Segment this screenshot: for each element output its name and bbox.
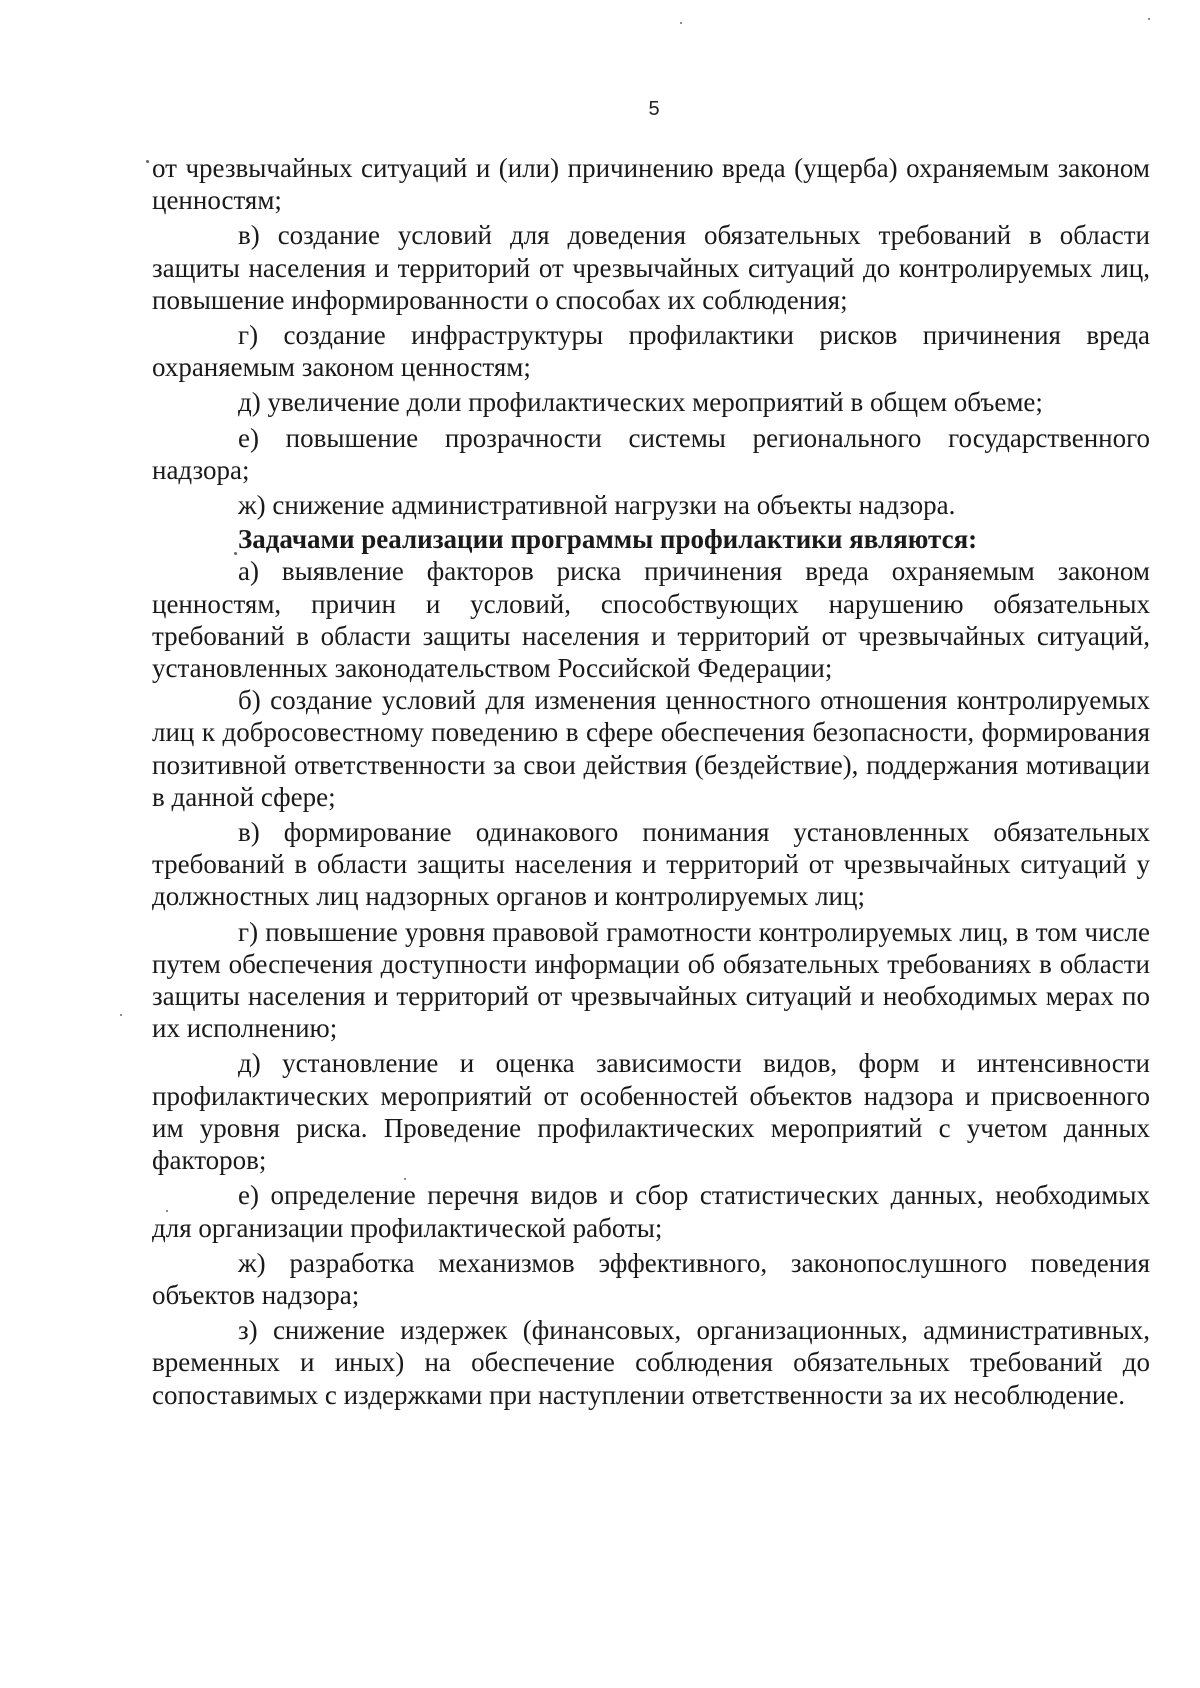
- paragraph-task-e: е) определение перечня видов и сбор статистических данных, необходимых для организации профилактической работы;: [152, 1180, 1150, 1243]
- page-number: 5: [648, 98, 660, 120]
- paragraph-goal-zh: ж) снижение административной нагрузки на объекты надзора.: [238, 490, 956, 521]
- paragraph-task-v: в) формирование одинакового понимания установленных обязательных требований в области защиты населения и территорий от чрезвычайных ситуаций у должностных лиц надзорных органов и контролируемых лиц;: [152, 817, 1150, 912]
- paragraph-task-g: г) повышение уровня правовой грамотности контролируемых лиц, в том числе путем обеспечения доступности информации об обязательных требованиях в области защиты населения и территорий от чрезвычайных ситуаций и необходимых мерах по их исполнению;: [152, 916, 1150, 1044]
- paragraph-task-zh: ж) разработка механизмов эффективного, законопослушного поведения объектов надзора;: [152, 1247, 1150, 1310]
- paragraph-task-a: а) выявление факторов риска причинения вреда охраняемым законом ценностям, причин и условий, способствующих нарушению обязательных требований в области защиты населения и территорий от чрезвычайных ситуаций, установленных законодательством Российской Федерации;: [152, 556, 1150, 684]
- scan-speck: [680, 22, 682, 24]
- scan-speck: [234, 552, 237, 555]
- paragraph-continuation: от чрезвычайных ситуаций и (или) причинению вреда (ущерба) охраняемым законом ценностям;: [152, 153, 1150, 216]
- scan-speck: [166, 1210, 168, 1212]
- paragraph-task-b: б) создание условий для изменения ценностного отношения контролируемых лиц к добросовестному поведению в сфере обеспечения безопасности, формирования позитивной ответственности за свои действия (бездействие), поддержания мотивации в данной сфере;: [152, 685, 1150, 812]
- paragraph-task-d: д) установление и оценка зависимости видов, форм и интенсивности профилактических мероприятий от особенностей объектов надзора и присвоенного им уровня риска. Проведение профилактических мероприятий с учетом данных факторов;: [152, 1048, 1150, 1176]
- paragraph-goal-e: е) повышение прозрачности системы регионального государственного надзора;: [152, 422, 1150, 485]
- paragraph-goal-d: д) увеличение доли профилактических мероприятий в общем объеме;: [238, 387, 1043, 418]
- scan-speck: [404, 1178, 406, 1180]
- paragraph-goal-v: в) создание условий для доведения обязательных требований в области защиты населения и территорий от чрезвычайных ситуаций до контролируемых лиц, повышение информированности о способах их соблюдения;: [152, 220, 1150, 315]
- section-heading-tasks: Задачами реализации программы профилактики являются:: [238, 524, 978, 555]
- paragraph-goal-g: г) создание инфраструктуры профилактики рисков причинения вреда охраняемым законом ценностям;: [152, 320, 1150, 383]
- scan-speck: [120, 1014, 122, 1016]
- scan-speck: [1148, 18, 1150, 20]
- document-body: [152, 152, 1150, 1411]
- paragraph-task-z: з) снижение издержек (финансовых, организационных, административных, временных и иных) на обеспечение соблюдения обязательных требований до сопоставимых с издержками при наступлении ответственности за их несоблюдение.: [152, 1315, 1150, 1410]
- scan-speck: [146, 160, 149, 163]
